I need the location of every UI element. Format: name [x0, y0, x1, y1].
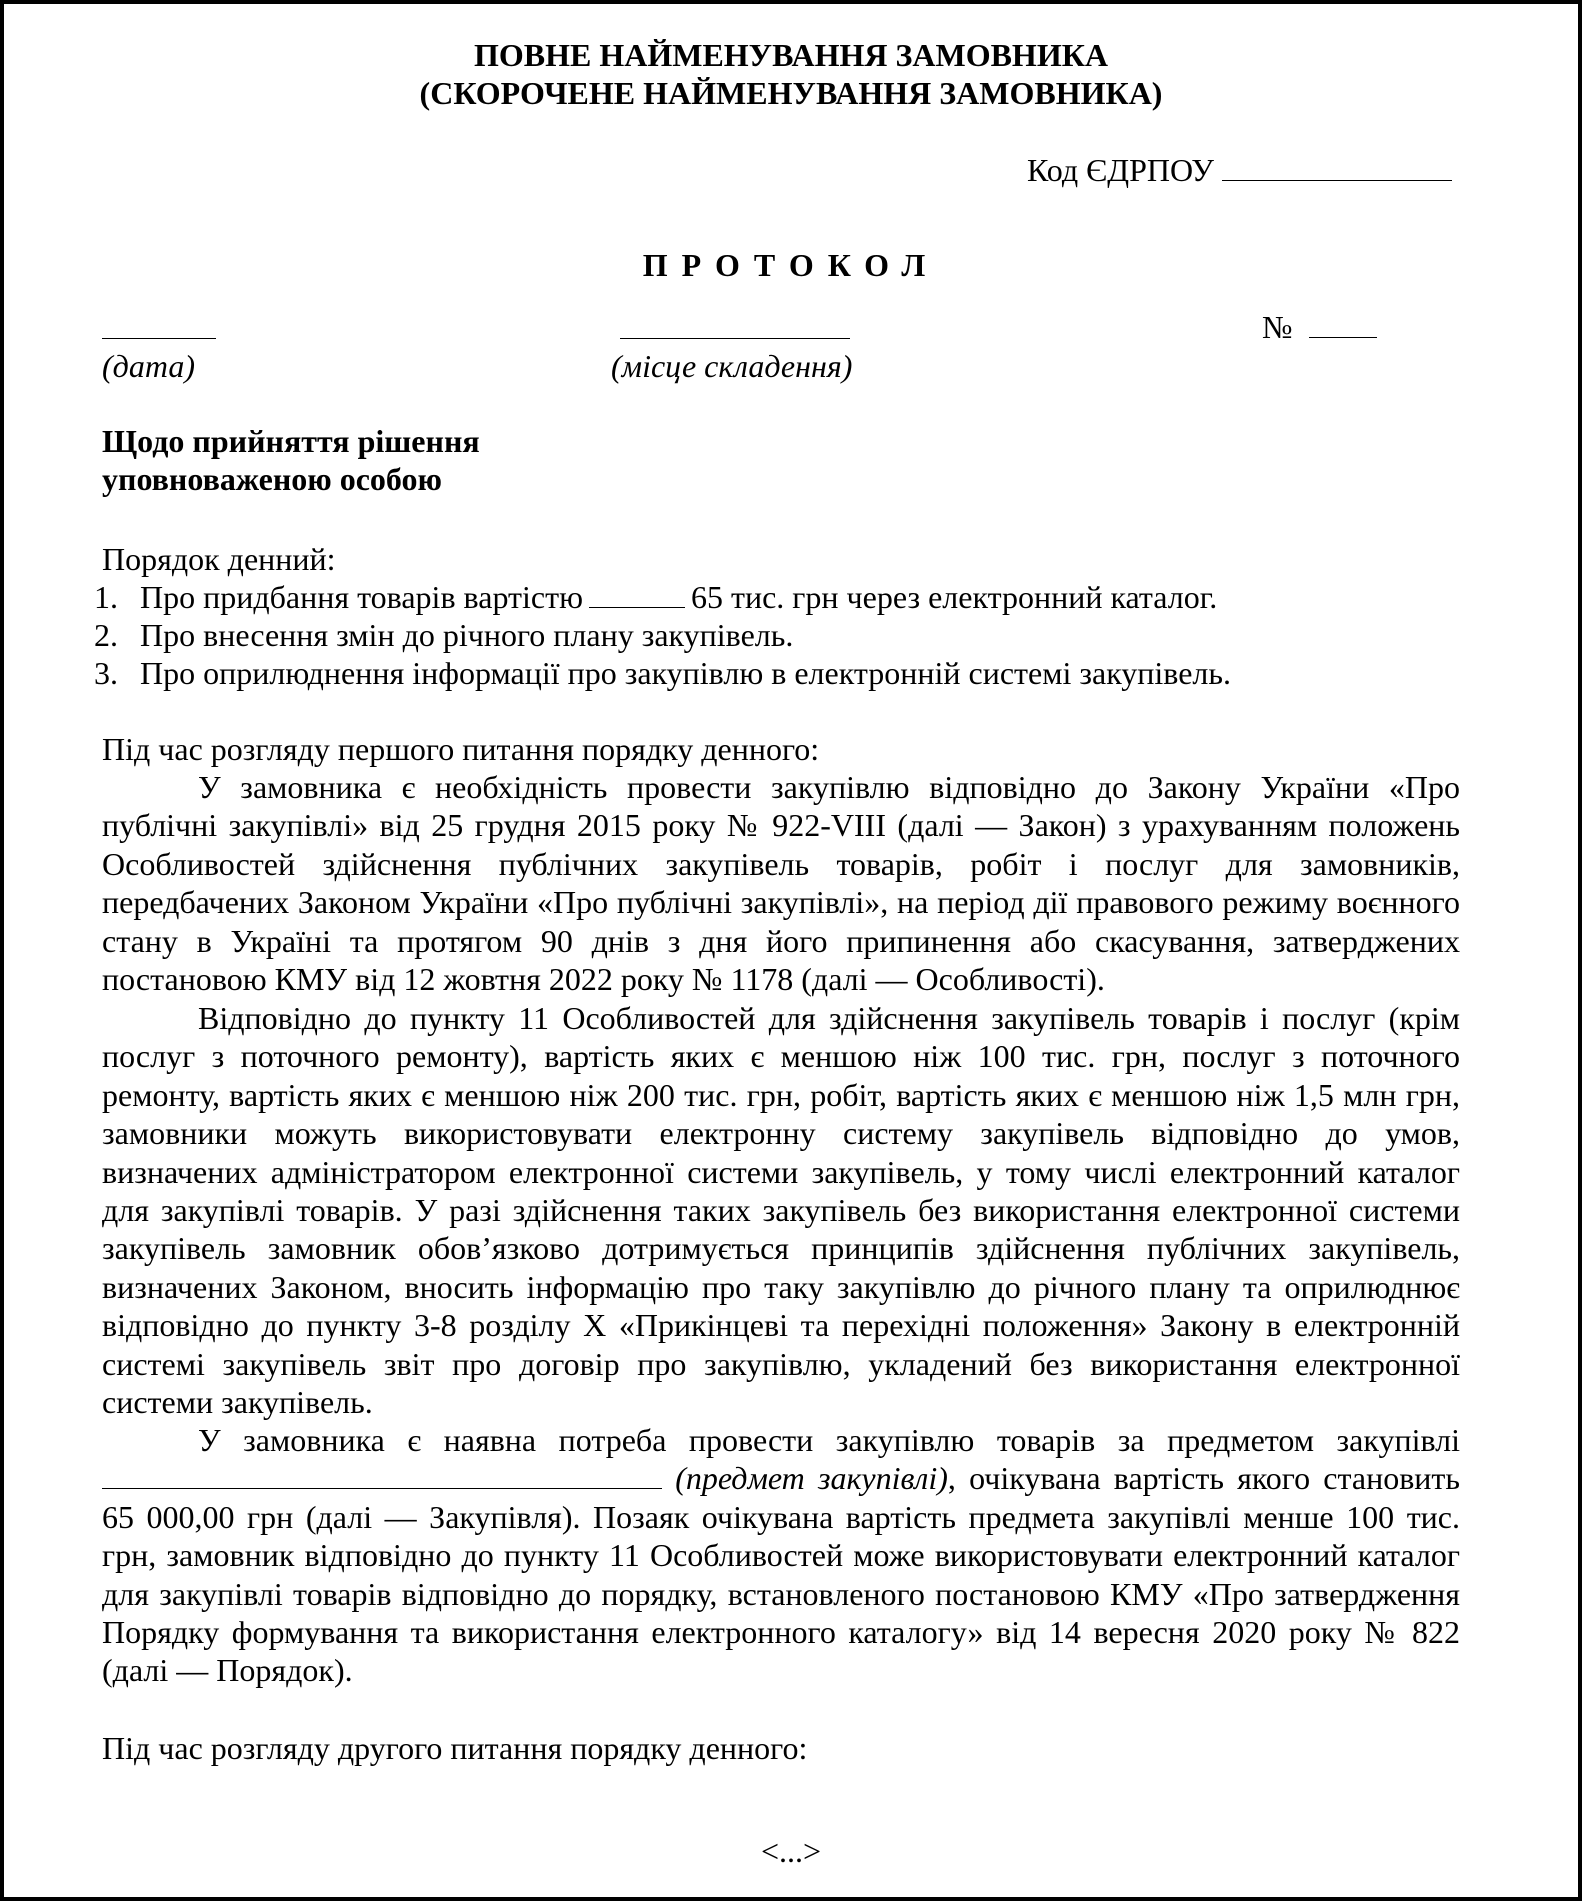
number-label: №: [1262, 309, 1293, 345]
section2-heading: Під час розгляду другого питання порядку денного:: [102, 1730, 808, 1766]
edrpou-label: Код ЄДРПОУ: [1027, 152, 1214, 188]
place-caption: (місце складення): [611, 348, 853, 384]
customer-full-name: ПОВНЕ НАЙМЕНУВАННЯ ЗАМОВНИКА: [473, 37, 1109, 73]
section1-paragraph-3: У замовника є наявна потреба провести закупівлю товарів за предметом закупівлі (предмет закупівлі), очікувана вартість якого становить 65 000,00 грн (далі — Закупівля). Позаяк очікувана вартість предмета закупівлі менше 100 тис. грн, замовник відповідно до пункту 11 Особливостей може використовувати електронний каталог для закупівлі товарів відповідно до порядку, встановленого постановою КМУ «Про затвердження Порядку формування та використання електронного каталогу» від 14 вересня 2020 року № 822 (далі — Порядок).: [102, 1422, 1460, 1689]
edrpou-field: [1027, 151, 1452, 189]
document-title: ПРОТОКОЛ: [642, 247, 940, 283]
section1-paragraph-2: Відповідно до пункту 11 Особливостей для здійснення закупівель товарів і послуг (крім послуг з поточного ремонту), вартість яких є меншою ніж 100 тис. грн, послуг з поточного ремонту, вартість яких є меншою ніж 200 тис. грн, робіт, вартість яких є меншою ніж 1,5 млн грн, замовники можуть використовувати електронну систему закупівель відповідно до умов, визначених адміністратором електронної системи закупівель, у тому числі електронний каталог для закупівлі товарів. У разі здійснення таких закупівель без використання електронної системи закупівель замовник обов’язково дотримується принципів здійснення публічних закупівель, визначених Законом, вносить інформацію про таку закупівлю до річного плану та оприлюднює відповідно до пункту 3-8 розділу X «Прикінцеві та перехідні положення» Закону в електронній системі закупівель звіт про договір про закупівлю, укладений без використання електронної системи закупівель.: [102, 1000, 1460, 1421]
subject-line-1: Щодо прийняття рішення: [102, 423, 480, 459]
subject-line-2: уповноваженою особою: [102, 461, 442, 497]
section1-heading: Під час розгляду першого питання порядку денного:: [102, 731, 820, 767]
agenda-item: 2. Про внесення змін до річного плану закупівель.: [94, 617, 794, 653]
number-blank: [1309, 311, 1377, 338]
agenda-item: 3. Про оприлюднення інформації про закупівлю в електронній системі закупівель.: [94, 655, 1231, 691]
agenda-heading: Порядок денний:: [102, 541, 336, 577]
value-blank: [589, 581, 685, 608]
continuation-ellipsis: <...>: [760, 1833, 822, 1869]
place-blank: [620, 308, 850, 339]
agenda-item: 1. Про придбання товарів вартістю 65 тис. грн через електронний каталог.: [94, 579, 1218, 615]
edrpou-blank: [1222, 154, 1452, 181]
number-field: [1262, 308, 1377, 346]
date-blank: [102, 308, 216, 339]
date-caption: (дата): [102, 348, 195, 384]
agenda-list: [94, 578, 1398, 692]
subject-blank: [102, 1464, 662, 1489]
customer-short-name: (СКОРОЧЕНЕ НАЙМЕНУВАННЯ ЗАМОВНИКА): [419, 75, 1163, 111]
section1-paragraph-1: У замовника є необхідність провести закупівлю відповідно до Закону України «Про публічні закупівлі» від 25 грудня 2015 року № 922-VIII (далі — Закон) з урахуванням положень Особливостей здійснення публічних закупівель товарів, робіт і послуг для замовників, передбачених Законом України «Про публічні закупівлі», на період дії правового режиму воєнного стану в Україні та протягом 90 днів з дня його припинення або скасування, затверджених постановою КМУ від 12 жовтня 2022 року № 1178 (далі — Особливості).: [102, 769, 1460, 998]
